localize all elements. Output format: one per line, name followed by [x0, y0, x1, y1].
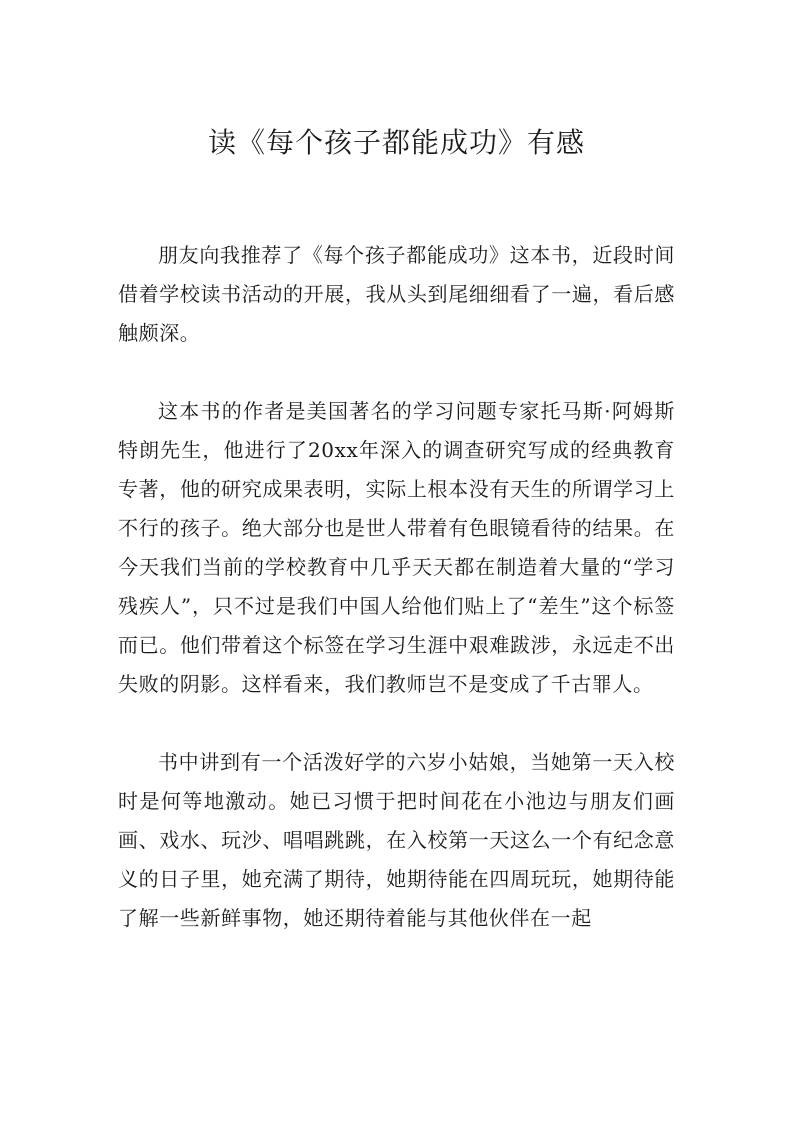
paragraph-3: 书中讲到有一个活泼好学的六岁小姑娘，当她第一天入校时是何等地激动。她已习惯于把时间花在小池边与朋友们画画、戏水、玩沙、唱唱跳跳，在入校第一天这么一个有纪念意义的日子里，她充满了期待，她期待能在四周玩玩，她期待能了解一些新鲜事物，她还期待着能与其他伙伴在一起	[118, 750, 675, 930]
document-body	[118, 236, 675, 977]
paragraph-2: 这本书的作者是美国著名的学习问题专家托马斯·阿姆斯特朗先生，他进行了20xx年深入的调查研究写成的经典教育专著，他的研究成果表明，实际上根本没有天生的所谓学习上不行的孩子。绝大部分也是世人带着有色眼镜看待的结果。在今天我们当前的学校教育中几乎天天都在制造着大量的“学习残疾人”，只不过是我们中国人给他们贴上了“差生”这个标签而已。他们带着这个标签在学习生涯中艰难跋涉，永远走不出失败的阴影。这样看来，我们教师岂不是变成了千古罪人。	[118, 399, 675, 696]
paragraph-1: 朋友向我推荐了《每个孩子都能成功》这本书，近段时间借着学校读书活动的开展，我从头到尾细细看了一遍，看后感触颇深。	[118, 243, 675, 345]
document-title: 读《每个孩子都能成功》有感	[207, 126, 585, 159]
